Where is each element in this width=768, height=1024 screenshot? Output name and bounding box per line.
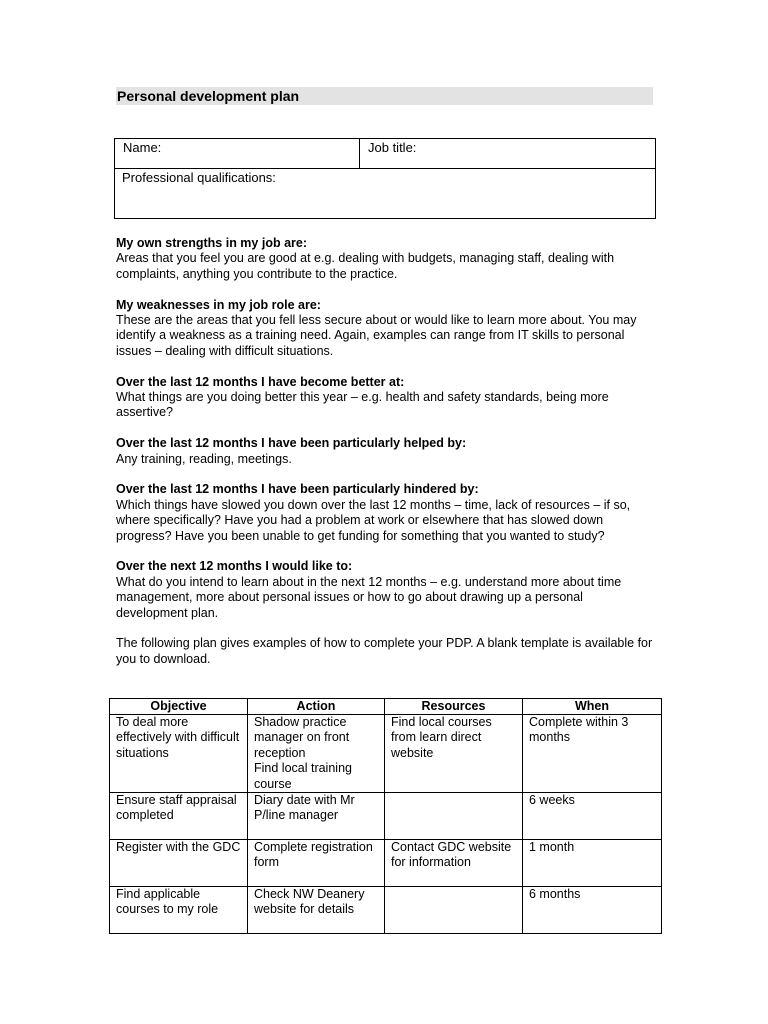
cell-when: 1 month <box>523 840 662 887</box>
section-next-12-months <box>116 559 656 621</box>
cell-objective: Find applicable courses to my role <box>110 887 248 934</box>
section-become-better <box>116 375 656 421</box>
table-header-row <box>110 699 662 715</box>
cell-objective: Ensure staff appraisal completed <box>110 793 248 840</box>
cell-action: Diary date with Mr P/line manager <box>248 793 385 840</box>
cell-when: 6 months <box>523 887 662 934</box>
page-title: Personal development plan <box>116 87 653 105</box>
personal-info-table <box>114 138 656 219</box>
cell-action <box>248 715 385 793</box>
cell-resources: Find local courses from learn direct website <box>385 715 523 793</box>
section-body: These are the areas that you fell less secure about or would like to learn more about. You may identify a weakness as a training need. Again, examples can range from IT skills to personal issues – dealing with difficult situations. <box>116 313 637 358</box>
table-row <box>110 887 662 934</box>
section-heading: Over the last 12 months I have been particularly helped by: <box>116 436 467 451</box>
document-body <box>116 236 656 667</box>
section-heading: Over the next 12 months I would like to: <box>116 559 353 574</box>
section-hindered-by <box>116 482 656 544</box>
job-title-field[interactable]: Job title: <box>368 140 417 155</box>
section-heading: Over the last 12 months I have become better at: <box>116 374 405 389</box>
section-body: Which things have slowed you down over the last 12 months – time, lack of resources – if so, where specifically? Have you had a problem at work or elsewhere that has slowed down progress? Have you been unable to get funding for something that you wanted to study? <box>116 497 631 543</box>
header-action: Action <box>248 699 385 715</box>
cell-resources: Contact GDC website for information <box>385 840 523 887</box>
table-row <box>110 840 662 887</box>
cell-action: Complete registration form <box>248 840 385 887</box>
section-heading: My own strengths in my job are: <box>116 236 307 250</box>
plan-table <box>109 698 662 934</box>
section-body: What things are you doing better this year – e.g. health and safety standards, being more assertive? <box>116 390 609 420</box>
cell-objective: Register with the GDC <box>110 840 248 887</box>
section-heading: Over the last 12 months I have been particularly hindered by: <box>116 482 479 497</box>
section-body: What do you intend to learn about in the next 12 months – e.g. understand more about time management, more about personal issues or how to go about drawing up a personal development plan. <box>116 574 622 620</box>
section-heading: My weaknesses in my job role are: <box>116 297 321 312</box>
table-row <box>110 793 662 840</box>
section-body: Any training, reading, meetings. <box>116 451 292 466</box>
cell-when: Complete within 3 months <box>523 715 662 793</box>
qualifications-field[interactable]: Professional qualifications: <box>122 170 276 185</box>
info-row-name-job <box>115 139 655 169</box>
cell-action: Check NW Deanery website for details <box>248 887 385 934</box>
action-line-extra: Find local training course <box>254 761 352 791</box>
name-field[interactable]: Name: <box>115 139 360 168</box>
cell-resources <box>385 793 523 840</box>
section-body: Areas that you feel you are good at e.g. dealing with budgets, managing staff, dealing with complaints, anything you contribute to the practice. <box>116 251 615 281</box>
header-objective: Objective <box>110 699 248 715</box>
cell-objective: To deal more effectively with difficult situations <box>110 715 248 793</box>
header-when: When <box>523 699 662 715</box>
cell-resources <box>385 887 523 934</box>
table-row <box>110 715 662 793</box>
plan-intro: The following plan gives examples of how to complete your PDP. A blank template is available for you to download. <box>116 636 653 666</box>
section-strengths <box>116 236 656 282</box>
section-weaknesses <box>116 298 656 360</box>
cell-when: 6 weeks <box>523 793 662 840</box>
header-resources: Resources <box>385 699 523 715</box>
section-helped-by <box>116 436 656 467</box>
action-line: Shadow practice manager on front reception <box>254 715 350 760</box>
